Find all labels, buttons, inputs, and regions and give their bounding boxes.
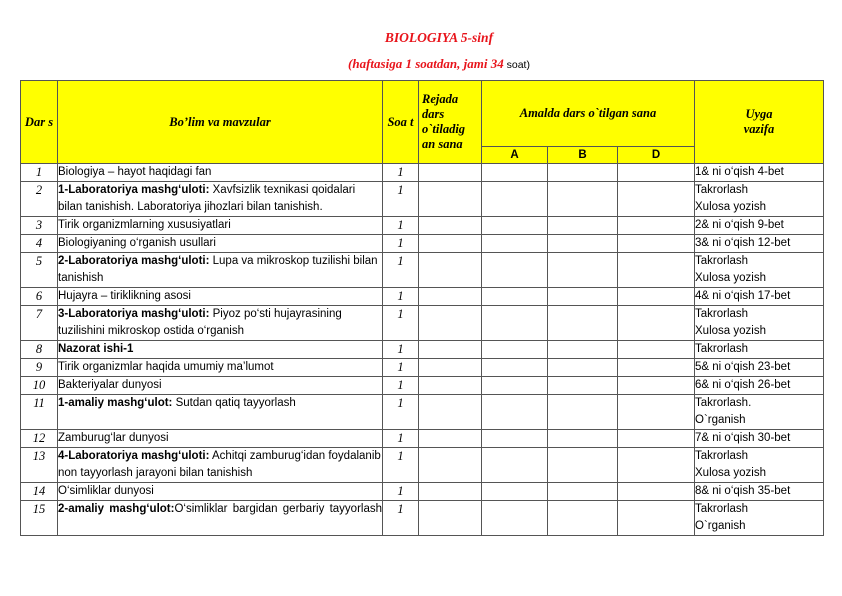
class-d-date-cell[interactable]: [618, 341, 695, 359]
class-b-date-cell[interactable]: [548, 235, 618, 253]
table-row: [21, 377, 824, 395]
lesson-number: 4: [21, 235, 58, 253]
lesson-topic-text: Piyoz po‘sti hujayrasining tuzilishini mikroskop ostida o‘rganish: [58, 308, 342, 337]
planned-date-cell[interactable]: [419, 359, 482, 377]
class-a-date-cell[interactable]: [482, 288, 548, 306]
homework-line: 6& ni o‘qish 26-bet: [695, 379, 791, 391]
lesson-number: 13: [21, 448, 58, 483]
subtitle-main: (haftasiga 1 soatdan, jami 34: [348, 56, 504, 71]
class-d-date-cell[interactable]: [618, 217, 695, 235]
homework-cell: [695, 341, 824, 359]
homework-line: Takrorlash: [695, 503, 749, 515]
class-d-date-cell[interactable]: [618, 501, 695, 536]
lesson-number: 11: [21, 395, 58, 430]
class-b-date-cell[interactable]: [548, 164, 618, 182]
lesson-topic-bold: 2-Laboratoriya mashg‘uloti:: [58, 255, 210, 267]
lesson-topic: [58, 235, 383, 253]
lesson-topic: [58, 483, 383, 501]
table-row: [21, 306, 824, 341]
homework-cell: [695, 395, 824, 430]
header-class-a: A: [482, 147, 548, 164]
table-header: [21, 81, 824, 164]
class-d-date-cell[interactable]: [618, 395, 695, 430]
lesson-hours: 1: [383, 235, 419, 253]
lesson-number: 12: [21, 430, 58, 448]
table-row: [21, 483, 824, 501]
class-a-date-cell[interactable]: [482, 217, 548, 235]
lesson-hours: 1: [383, 288, 419, 306]
header-actual-date: [482, 81, 695, 147]
table-row: [21, 182, 824, 217]
lesson-topic: [58, 164, 383, 182]
header-hours: [383, 81, 419, 164]
lesson-number: 1: [21, 164, 58, 182]
header-homework: [695, 81, 824, 164]
lesson-hours: 1: [383, 359, 419, 377]
table-row: [21, 341, 824, 359]
planned-date-cell[interactable]: [419, 448, 482, 483]
lesson-topic: [58, 217, 383, 235]
class-a-date-cell[interactable]: [482, 341, 548, 359]
homework-line: 2& ni o‘qish 9-bet: [695, 219, 784, 231]
lesson-topic-bold: 2-amaliy mashg‘ulot:: [58, 503, 175, 515]
lesson-hours: 1: [383, 217, 419, 235]
homework-line: O`rganish: [695, 520, 746, 532]
planned-date-cell[interactable]: [419, 483, 482, 501]
homework-line: Xulosa yozish: [695, 201, 766, 213]
lesson-topic-bold: 1-Laboratoriya mashg‘uloti:: [58, 184, 210, 196]
homework-line: Takrorlash: [695, 255, 749, 267]
document-title: BIOLOGIYA 5-sinf: [384, 30, 494, 45]
header-class-d: D: [618, 147, 695, 164]
class-d-date-cell[interactable]: [618, 448, 695, 483]
lesson-topic-bold: 1-amaliy mashg‘ulot:: [58, 397, 173, 409]
lesson-topic: [58, 341, 383, 359]
lesson-topic-text: O‘simliklar dunyosi: [58, 485, 154, 497]
class-a-date-cell[interactable]: [482, 164, 548, 182]
class-b-date-cell[interactable]: [548, 377, 618, 395]
lesson-number: 7: [21, 306, 58, 341]
lesson-number: 6: [21, 288, 58, 306]
lesson-plan-table: [20, 80, 824, 536]
homework-line: Takrorlash.: [695, 397, 752, 409]
homework-cell: [695, 448, 824, 483]
lesson-topic-bold: 4-Laboratoriya mashg‘uloti:: [58, 450, 210, 462]
planned-date-cell[interactable]: [419, 341, 482, 359]
class-d-date-cell[interactable]: [618, 288, 695, 306]
table-row: [21, 501, 824, 536]
lesson-topic: [58, 182, 383, 217]
homework-line: Takrorlash: [695, 343, 749, 355]
class-a-date-cell[interactable]: [482, 448, 548, 483]
header-planned-date: [419, 81, 482, 164]
lesson-topic: [58, 288, 383, 306]
class-b-date-cell[interactable]: [548, 501, 618, 536]
header-actual-date-label: Amalda dars o`tilgan sana: [519, 106, 657, 120]
planned-date-cell[interactable]: [419, 235, 482, 253]
class-d-date-cell[interactable]: [618, 483, 695, 501]
lesson-topic-text: Biologiyaning o‘rganish usullari: [58, 237, 216, 249]
lesson-number: 5: [21, 253, 58, 288]
class-a-date-cell[interactable]: [482, 182, 548, 217]
class-a-date-cell[interactable]: [482, 430, 548, 448]
table-row: [21, 430, 824, 448]
homework-line: 8& ni o‘qish 35-bet: [695, 485, 791, 497]
table-row: [21, 448, 824, 483]
table-row: [21, 164, 824, 182]
lesson-topic: [58, 501, 383, 536]
lesson-topic: [58, 377, 383, 395]
class-b-date-cell[interactable]: [548, 288, 618, 306]
class-a-date-cell[interactable]: [482, 235, 548, 253]
planned-date-cell[interactable]: [419, 253, 482, 288]
planned-date-cell[interactable]: [419, 377, 482, 395]
class-b-date-cell[interactable]: [548, 359, 618, 377]
lesson-hours: 1: [383, 448, 419, 483]
homework-cell: [695, 483, 824, 501]
class-b-date-cell[interactable]: [548, 448, 618, 483]
table-row: [21, 359, 824, 377]
lesson-number: 14: [21, 483, 58, 501]
header-lesson-number: [21, 81, 58, 164]
lesson-topic: [58, 430, 383, 448]
homework-cell: [695, 182, 824, 217]
lesson-topic: [58, 253, 383, 288]
class-b-date-cell[interactable]: [548, 253, 618, 288]
lesson-number: 9: [21, 359, 58, 377]
subtitle-tail: soat): [503, 59, 530, 71]
class-d-date-cell[interactable]: [618, 235, 695, 253]
lesson-number: 3: [21, 217, 58, 235]
lesson-topic-text: Bakteriyalar dunyosi: [58, 379, 162, 391]
lesson-hours: 1: [383, 253, 419, 288]
lesson-hours: 1: [383, 164, 419, 182]
class-a-date-cell[interactable]: [482, 306, 548, 341]
lesson-topic: [58, 448, 383, 483]
planned-date-cell[interactable]: [419, 217, 482, 235]
homework-line: 5& ni o‘qish 23-bet: [695, 361, 791, 373]
planned-date-cell[interactable]: [419, 430, 482, 448]
homework-line: Takrorlash: [695, 308, 749, 320]
lesson-topic-text: Biologiya – hayot haqidagi fan: [58, 166, 212, 178]
homework-cell: [695, 377, 824, 395]
header-lesson-number-label: Dar s: [24, 114, 54, 129]
lesson-number: 15: [21, 501, 58, 536]
homework-line: Xulosa yozish: [695, 272, 766, 284]
table-row: [21, 253, 824, 288]
homework-cell: [695, 217, 824, 235]
homework-cell: [695, 501, 824, 536]
homework-cell: [695, 253, 824, 288]
table-row: [21, 395, 824, 430]
class-b-date-cell[interactable]: [548, 483, 618, 501]
class-b-date-cell[interactable]: [548, 430, 618, 448]
header-topics: [58, 81, 383, 164]
homework-cell: [695, 164, 824, 182]
class-d-date-cell[interactable]: [618, 430, 695, 448]
lesson-hours: 1: [383, 395, 419, 430]
header-homework-label: Uyga vazifa: [743, 107, 775, 136]
header-topics-label: Bo’lim va mavzular: [169, 114, 271, 129]
class-b-date-cell[interactable]: [548, 217, 618, 235]
class-d-date-cell[interactable]: [618, 359, 695, 377]
class-a-date-cell[interactable]: [482, 395, 548, 430]
lesson-topic-bold: Nazorat ishi-1: [58, 343, 134, 355]
header-hours-label: Soa t: [387, 114, 414, 129]
homework-line: 4& ni o‘qish 17-bet: [695, 290, 791, 302]
homework-cell: [695, 288, 824, 306]
header-planned-date-label: Rejada dars o`tiladig an sana: [422, 92, 466, 151]
class-d-date-cell[interactable]: [618, 377, 695, 395]
lesson-topic: [58, 395, 383, 430]
lesson-topic-text: Zamburug‘lar dunyosi: [58, 432, 169, 444]
lesson-hours: 1: [383, 483, 419, 501]
homework-line: Takrorlash: [695, 450, 749, 462]
document-subtitle: [0, 56, 842, 72]
homework-cell: [695, 359, 824, 377]
planned-date-cell[interactable]: [419, 182, 482, 217]
lesson-topic-text: Tirik organizmlar haqida umumiy ma’lumot: [58, 361, 274, 373]
planned-date-cell[interactable]: [419, 395, 482, 430]
lesson-hours: 1: [383, 501, 419, 536]
class-d-date-cell[interactable]: [618, 306, 695, 341]
homework-line: Xulosa yozish: [695, 325, 766, 337]
table-row: [21, 288, 824, 306]
homework-line: 1& ni o‘qish 4-bet: [695, 166, 784, 178]
planned-date-cell[interactable]: [419, 164, 482, 182]
class-d-date-cell[interactable]: [618, 182, 695, 217]
lesson-topic-text: Sutdan qatiq tayyorlash: [172, 397, 296, 409]
planned-date-cell[interactable]: [419, 306, 482, 341]
planned-date-cell[interactable]: [419, 288, 482, 306]
planned-date-cell[interactable]: [419, 501, 482, 536]
homework-line: Xulosa yozish: [695, 467, 766, 479]
lesson-topic-text: Tirik organizmlarning xususiyatlari: [58, 219, 231, 231]
homework-line: 7& ni o‘qish 30-bet: [695, 432, 791, 444]
lesson-topic-text: Xavfsizlik texnikasi qoidalari bilan tanishish. Laboratoriya jihozlari bilan tanishish.: [58, 184, 356, 213]
class-a-date-cell[interactable]: [482, 483, 548, 501]
lesson-topic: [58, 359, 383, 377]
homework-line: O`rganish: [695, 414, 746, 426]
lesson-topic-text: Hujayra – tiriklikning asosi: [58, 290, 191, 302]
homework-cell: [695, 430, 824, 448]
lesson-topic-text: Lupa va mikroskop tuzilishi bilan tanishish: [58, 255, 378, 284]
lesson-number: 10: [21, 377, 58, 395]
class-b-date-cell[interactable]: [548, 395, 618, 430]
table-row: [21, 217, 824, 235]
lesson-topic: [58, 306, 383, 341]
lesson-number: 8: [21, 341, 58, 359]
homework-cell: [695, 306, 824, 341]
lesson-hours: 1: [383, 182, 419, 217]
homework-cell: [695, 235, 824, 253]
lesson-number: 2: [21, 182, 58, 217]
table-body: [21, 164, 824, 536]
lesson-topic-text: Achitqi zamburug‘idan foydalanib non tayyorlash jarayoni bilan tanishish: [58, 450, 381, 479]
table-row: [21, 235, 824, 253]
lesson-hours: 1: [383, 377, 419, 395]
lesson-hours: 1: [383, 306, 419, 341]
lesson-topic-text: O‘simliklar bargidan gerbariy tayyorlash: [174, 503, 382, 515]
homework-line: 3& ni o‘qish 12-bet: [695, 237, 791, 249]
lesson-topic-bold: 3-Laboratoriya mashg‘uloti:: [58, 308, 210, 320]
class-b-date-cell[interactable]: [548, 341, 618, 359]
class-a-date-cell[interactable]: [482, 501, 548, 536]
homework-line: Takrorlash: [695, 184, 749, 196]
class-b-date-cell[interactable]: [548, 306, 618, 341]
class-d-date-cell[interactable]: [618, 253, 695, 288]
class-a-date-cell[interactable]: [482, 377, 548, 395]
class-b-date-cell[interactable]: [548, 182, 618, 217]
lesson-hours: 1: [383, 430, 419, 448]
class-a-date-cell[interactable]: [482, 359, 548, 377]
header-class-b: B: [548, 147, 618, 164]
lesson-hours: 1: [383, 341, 419, 359]
class-d-date-cell[interactable]: [618, 164, 695, 182]
class-a-date-cell[interactable]: [482, 253, 548, 288]
